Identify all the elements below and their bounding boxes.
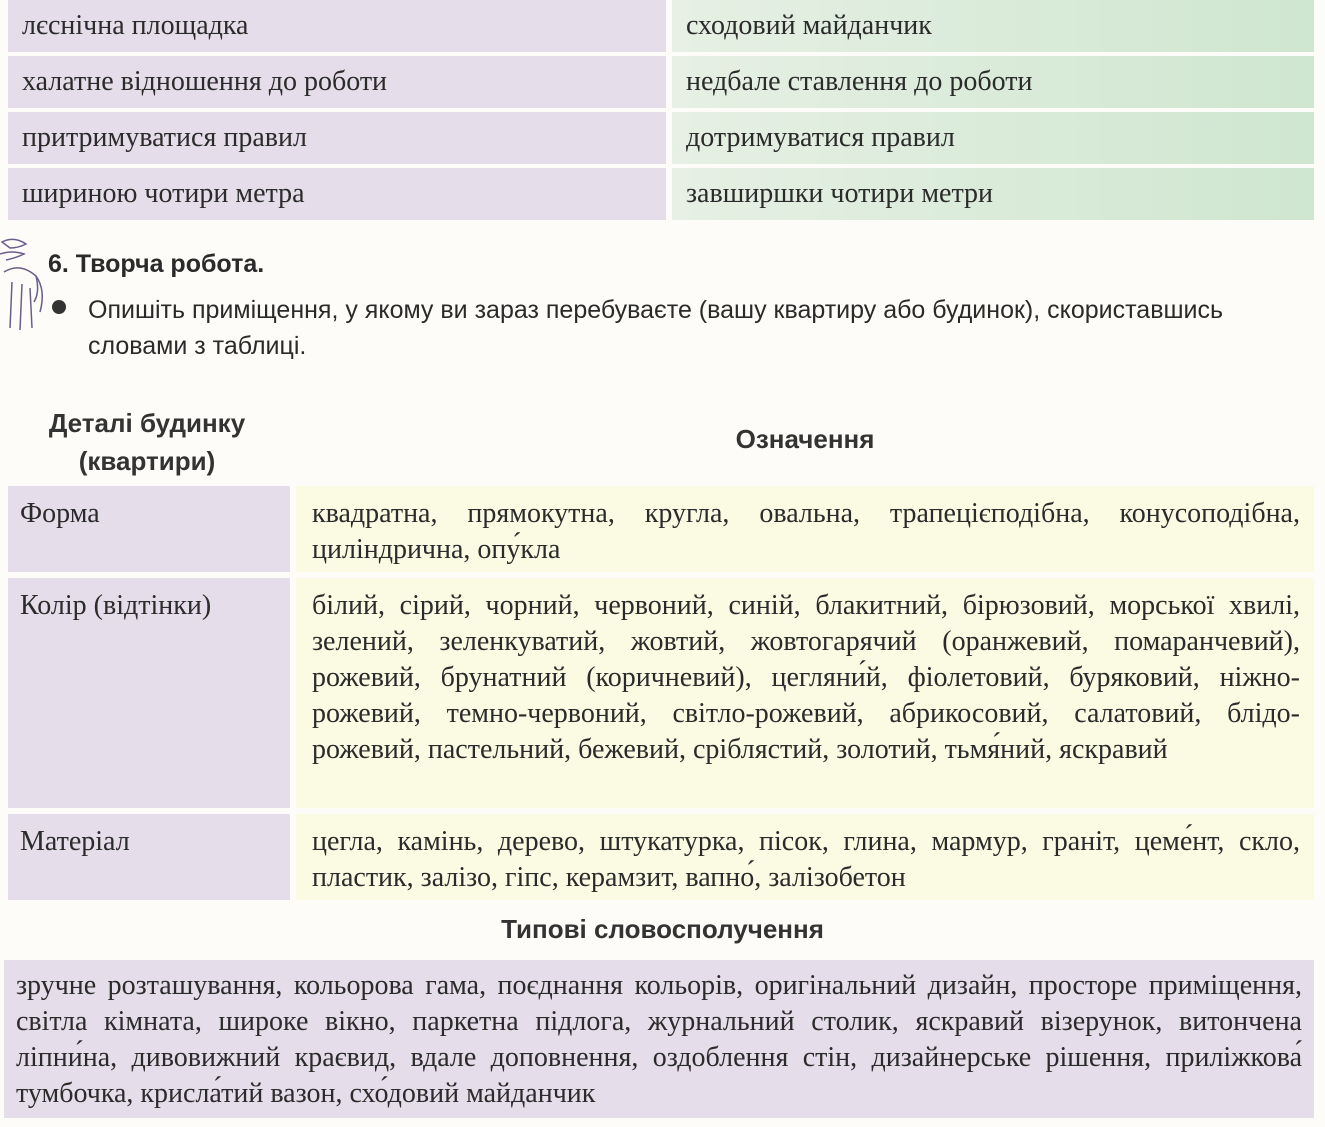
bullet-icon (52, 300, 66, 314)
wrong-phrase: шириною чотири метра (8, 168, 666, 220)
table-row (8, 814, 1314, 900)
wrong-phrase: лєснічна площадка (8, 0, 666, 52)
corrections-table (8, 0, 1314, 224)
correct-phrase: дотримуватися правил (672, 112, 1314, 164)
correct-phrase: сходовий майданчик (672, 0, 1314, 52)
pegasus-icon (0, 232, 48, 332)
detail-name: Матеріал (8, 814, 290, 900)
wrong-phrase: халатне відношення до роботи (8, 56, 666, 108)
correct-phrase: завширшки чотири метри (672, 168, 1314, 220)
table-row (8, 112, 1314, 164)
table-row (8, 0, 1314, 52)
table-row (8, 168, 1314, 220)
column-header-details: Деталі будинку (квартири) (48, 408, 246, 476)
phrases-title: Типові словосполучення (501, 914, 824, 944)
detail-values: цегла, камінь, дерево, штукатурка, пісок, глина, мармур, граніт, цеме́нт, скло, пластик, залізо, гіпс, керамзит, вапно́, залізобетон (296, 814, 1314, 900)
table-row (8, 56, 1314, 108)
correct-phrase: недбале ставлення до роботи (672, 56, 1314, 108)
column-header-definitions: Означення (735, 424, 875, 454)
detail-name: Форма (8, 486, 290, 572)
detail-values: квадратна, прямокутна, кругла, овальна, трапецієподібна, конусоподібна, циліндрична, опу́кла (296, 486, 1314, 572)
task-title: 6. Творча робота. (48, 250, 265, 278)
table-row (8, 578, 1314, 808)
detail-name: Колір (відтінки) (8, 578, 290, 808)
detail-values: білий, сірий, чорний, червоний, синій, блакитний, бірюзовий, морської хвилі, зелений, зеленкуватий, жовтий, жовтогарячий (оранжевий, помаранчевий), рожевий, брунатний (коричневий), цегляни́й, фіолетовий, буряковий, ніжно-рожевий, темно-червоний, світло-рожевий, абрикосовий, салатовий, блідо-рожевий, пастельний, бежевий, сріблястий, золотий, тьмя́ний, яскравий (296, 578, 1314, 808)
table-row (8, 486, 1314, 572)
phrases-box: зручне розташування, кольорова гама, поєднання кольорів, оригінальний дизайн, просторе приміщення, світла кімната, широке вікно, паркетна підлога, журнальний столик, яскравий візерунок, витончена ліпни́на, дивовижний краєвид, вдале доповнення, оздоблення стін, дизайнерське рішення, приліжкова́ тумбочка, крисла́тий вазон, схо́довий майданчик (4, 960, 1314, 1118)
wrong-phrase: притримуватися правил (8, 112, 666, 164)
task-instruction: Опишіть приміщення, у якому ви зараз перебуваєте (вашу квартиру або будинок), скориставшись словами з таблиці. (88, 296, 1224, 360)
